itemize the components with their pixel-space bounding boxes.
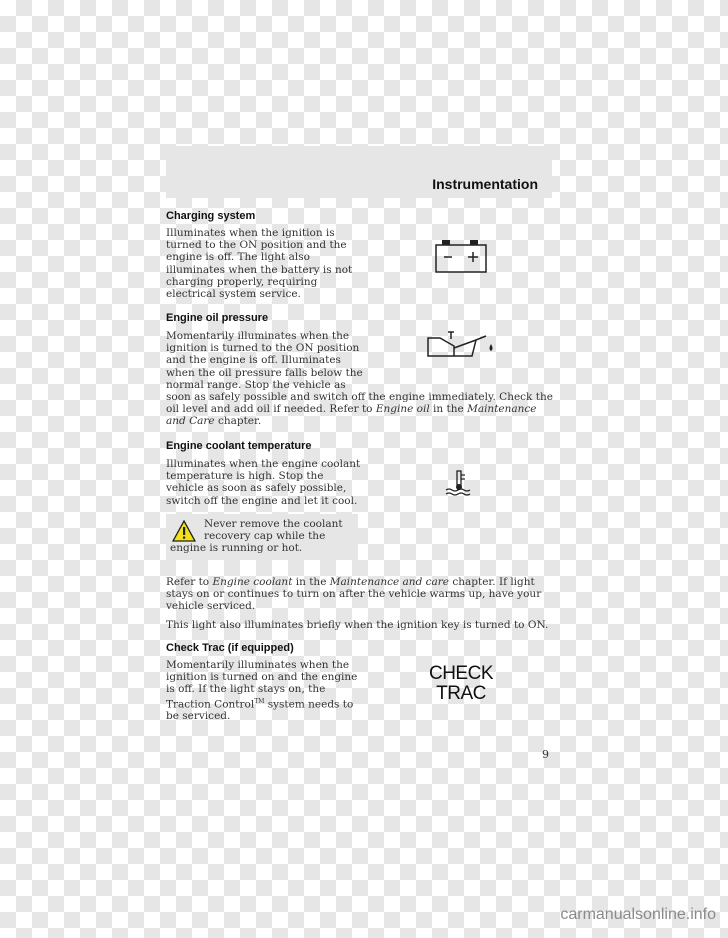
text-line: Never remove the coolant bbox=[204, 518, 343, 530]
text-line: Illuminates when the ignition is bbox=[166, 227, 335, 239]
text-line: switch off the engine and let it cool. bbox=[166, 494, 358, 507]
warning-box bbox=[166, 514, 358, 560]
maintenance-reference: and Care bbox=[166, 415, 215, 428]
battery-icon bbox=[434, 240, 488, 274]
text-span: in the bbox=[292, 576, 330, 588]
indicator-text: TRAC bbox=[436, 683, 486, 704]
charging-text bbox=[166, 227, 352, 300]
trademark-mark: TM bbox=[254, 697, 265, 705]
header-band bbox=[166, 146, 552, 198]
warning-text bbox=[170, 518, 356, 555]
text-span: Traction Control bbox=[166, 698, 255, 711]
oil-heading: Engine oil pressure bbox=[166, 312, 269, 324]
text-line: Illuminates when the engine coolant bbox=[166, 458, 361, 470]
text-line: electrical system service. bbox=[166, 288, 301, 301]
text-line: recovery cap while the bbox=[204, 530, 326, 543]
text-line: and the engine is off. Illuminates bbox=[166, 354, 341, 367]
maintenance-reference: Maintenance and care bbox=[329, 576, 450, 588]
text-line: vehicle as soon as safely possible, bbox=[166, 482, 347, 495]
engine-coolant-reference: Engine coolant bbox=[212, 576, 293, 588]
coolant-brief-text: This light also illuminates briefly when the ignition key is turned to ON. bbox=[166, 619, 549, 631]
text-line: when the oil pressure falls below the bbox=[166, 366, 363, 379]
text-line: stays on or continues to turn on after the vehicle warms up, have your bbox=[166, 588, 542, 601]
coolant-temperature-icon bbox=[444, 470, 474, 496]
page-title: Instrumentation bbox=[432, 176, 538, 192]
text-line: turned to the ON position and the bbox=[166, 239, 347, 252]
charging-heading: Charging system bbox=[166, 210, 256, 222]
indicator-text: CHECK bbox=[428, 663, 493, 684]
text-line: normal range. Stop the vehicle as bbox=[166, 378, 346, 391]
checktrac-heading: Check Trac (if equipped) bbox=[166, 642, 294, 654]
text-line: charging properly, requiring bbox=[166, 275, 318, 288]
text-line: ignition is turned on and the engine bbox=[166, 671, 358, 684]
text-line bbox=[166, 403, 553, 415]
text-line bbox=[166, 576, 541, 588]
text-line bbox=[166, 415, 553, 427]
coolant-text bbox=[166, 458, 360, 507]
coolant-refer-text bbox=[166, 576, 541, 613]
text-span: oil level and add oil if needed. Refer to bbox=[166, 403, 376, 416]
text-span: chapter. bbox=[214, 415, 262, 428]
text-line: ignition is turned to the ON position bbox=[166, 342, 360, 355]
check-trac-indicator bbox=[418, 664, 504, 704]
text-span: system needs to bbox=[264, 698, 354, 711]
text-line: be serviced. bbox=[166, 710, 231, 723]
text-line: is off. If the light stays on, the bbox=[166, 683, 326, 696]
text-line: engine is running or hot. bbox=[170, 542, 303, 555]
checktrac-text bbox=[166, 659, 357, 723]
text-line: Momentarily illuminates when the bbox=[166, 659, 350, 671]
text-line: illuminates when the battery is not bbox=[166, 263, 353, 276]
watermark: carmanualsonline.info bbox=[560, 906, 716, 923]
text-span: Refer to bbox=[166, 576, 213, 588]
text-line: engine is off. The light also bbox=[166, 251, 310, 264]
coolant-heading: Engine coolant temperature bbox=[166, 440, 312, 452]
text-span: in the bbox=[429, 403, 468, 416]
text-line: vehicle serviced. bbox=[166, 600, 256, 613]
text-line: soon as safely possible and switch off the engine immediately. Check the bbox=[166, 391, 553, 404]
oil-can-icon bbox=[424, 326, 498, 358]
page-number: 9 bbox=[542, 748, 549, 761]
engine-oil-reference: Engine oil bbox=[375, 403, 430, 416]
text-line bbox=[166, 696, 357, 711]
text-line: Momentarily illuminates when the bbox=[166, 330, 350, 342]
text-line: temperature is high. Stop the bbox=[166, 470, 324, 483]
maintenance-reference: Maintenance bbox=[467, 403, 537, 416]
text-span: chapter. If light bbox=[449, 576, 535, 588]
